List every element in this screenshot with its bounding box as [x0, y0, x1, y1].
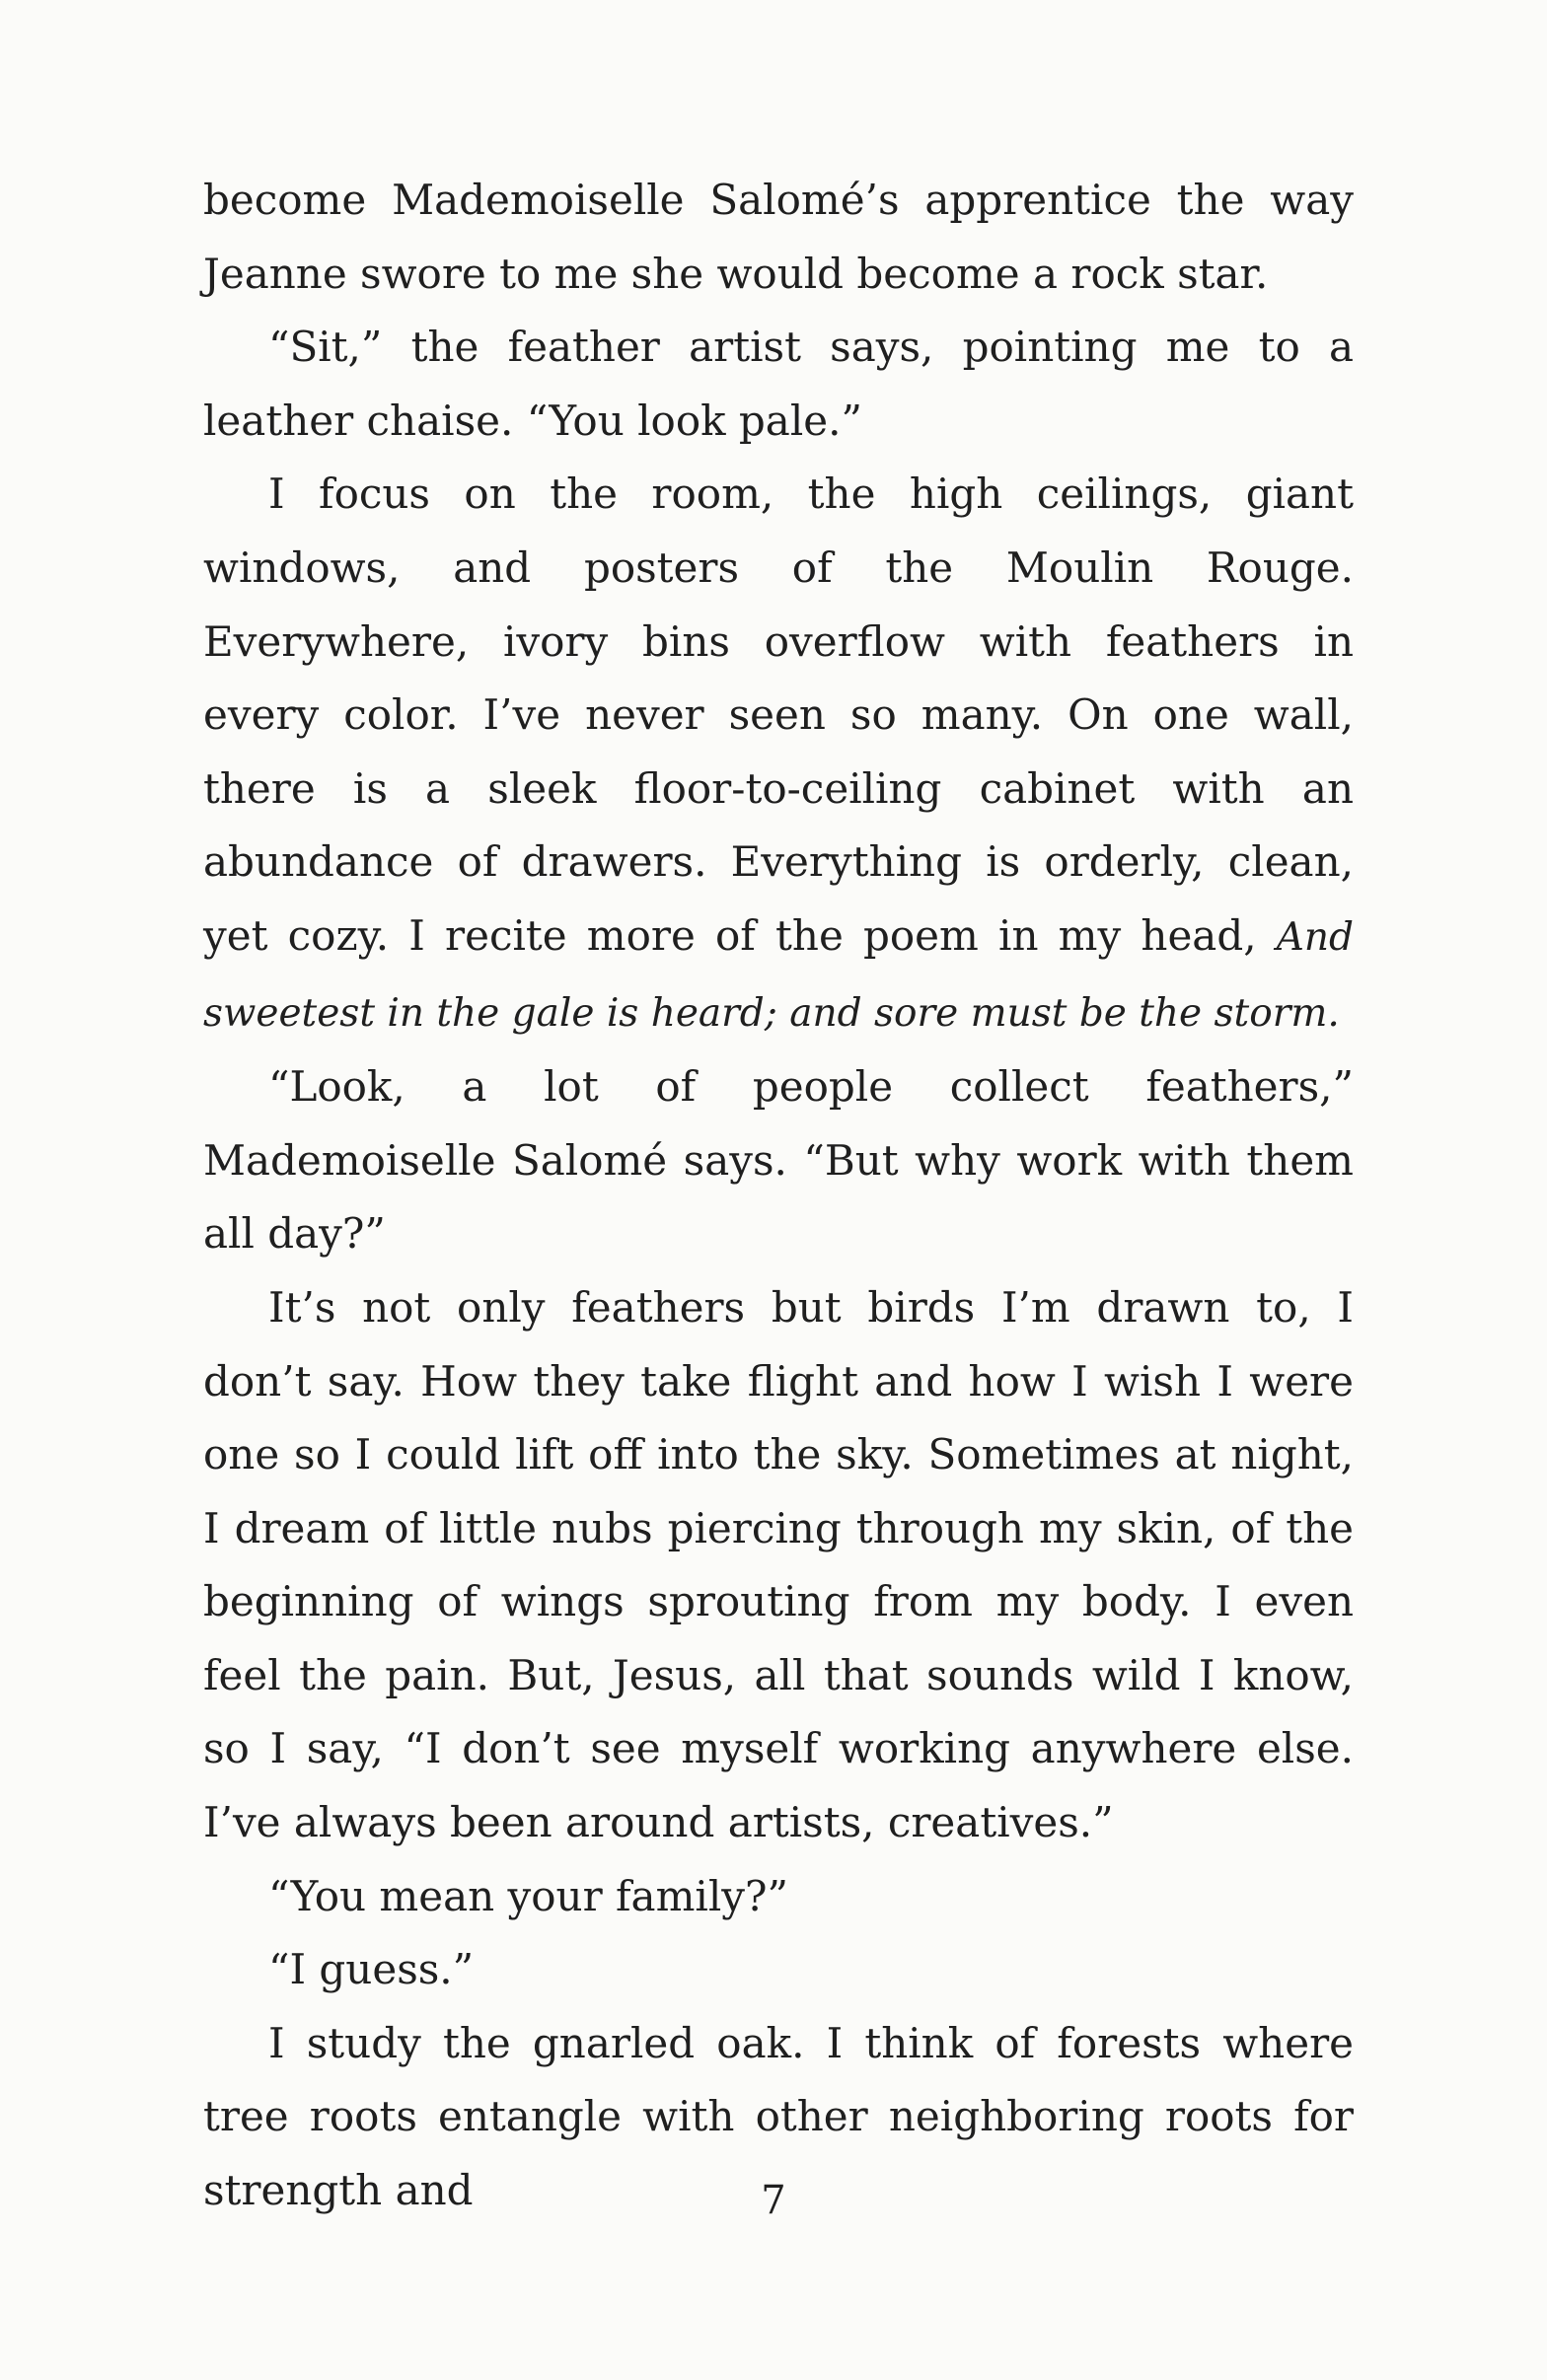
- paragraph-1: become Mademoiselle Salomé’s apprentice the way Jeanne swore to me she would become a rock star.: [203, 176, 1354, 298]
- paragraph-8: I study the gnarled oak. I think of forests where tree roots entangle with other neighboring roots for strength and: [203, 2018, 1354, 2215]
- paragraph-2: “Sit,” the feather artist says, pointing me to a leather chaise. “You look pale.”: [203, 323, 1354, 445]
- body-text: [203, 164, 1354, 2228]
- paragraph-5: It’s not only feathers but birds I’m drawn to, I don’t say. How they take flight and how I wish I were one so I could lift off into the sky. Sometimes at night, I dream of little nubs piercing through my skin, of the beginning of wings sprouting from my body. I even feel the pain. But, Jesus, all that sounds wild I know, so I say, “I don’t see myself working anywhere else. I’ve always been around artists, creatives.”: [203, 1282, 1354, 1847]
- paragraph-3-text: I focus on the room, the high ceilings, giant windows, and posters of the Moulin Rouge. Everywhere, ivory bins overflow with feathers in every color. I’ve never seen so many. On one wall, there is a sleek floor-to-ceiling cabinet with an abundance of drawers. Everything is orderly, clean, yet cozy. I recite more of the poem in my head,: [203, 469, 1354, 960]
- paragraph-7: “I guess.”: [268, 1945, 475, 1994]
- page-number: 7: [761, 2178, 786, 2223]
- paragraph-6: “You mean your family?”: [268, 1871, 789, 1920]
- paragraph-4: “Look, a lot of people collect feathers,” Mademoiselle Salomé says. “But why work with them all day?”: [203, 1062, 1354, 1259]
- paragraph-3: [203, 458, 1354, 1050]
- poem-quote: And sweetest in the gale is heard; and sore must be the storm.: [203, 914, 1354, 1036]
